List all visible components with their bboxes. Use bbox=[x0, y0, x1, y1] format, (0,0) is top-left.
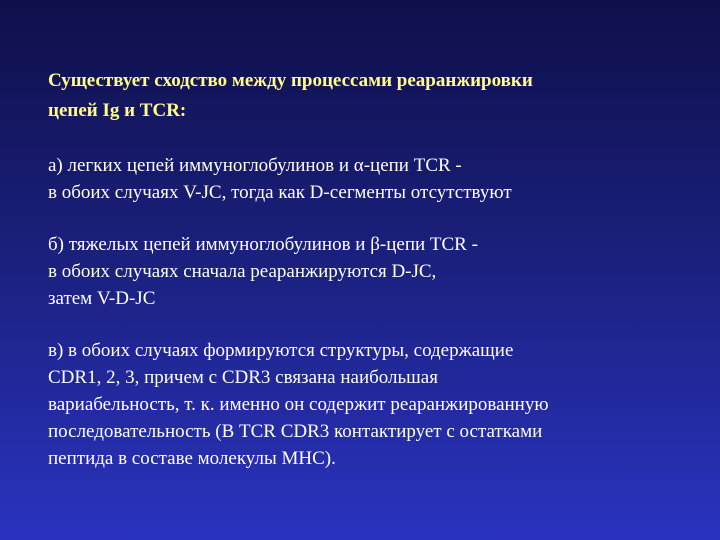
section-b-line-2: в обоих случаях сначала реаранжируются D-JC, bbox=[48, 261, 437, 282]
slide-heading bbox=[48, 66, 708, 126]
section-a bbox=[48, 152, 708, 206]
section-b-line-1: б) тяжелых цепей иммуноглобулинов и β-цепи TCR - bbox=[48, 234, 478, 255]
section-c-line-1: в) в обоих случаях формируются структуры, содержащие bbox=[48, 340, 514, 361]
spacer bbox=[48, 126, 708, 152]
section-c-line-5: пептида в составе молекулы MHC). bbox=[48, 448, 336, 469]
section-b bbox=[48, 231, 708, 312]
section-c bbox=[48, 337, 708, 472]
heading-line-2: цепей Ig и TCR: bbox=[48, 100, 187, 121]
section-a-line-2: в обоих случаях V-JC, тогда как D-сегменты отсутствуют bbox=[48, 182, 512, 203]
section-c-line-2: CDR1, 2, 3, причем с CDR3 связана наибольшая bbox=[48, 367, 438, 388]
heading-line-1: Существует сходство между процессами реаранжировки bbox=[48, 70, 533, 91]
section-c-line-4: последовательность (В TCR CDR3 контактирует с остатками bbox=[48, 421, 543, 442]
section-a-line-1: а) легких цепей иммуноглобулинов и α-цепи TCR - bbox=[48, 155, 462, 176]
spacer bbox=[48, 206, 708, 231]
section-b-line-3: затем V-D-JC bbox=[48, 288, 156, 309]
section-c-line-3: вариабельность, т. к. именно он содержит реаранжированную bbox=[48, 394, 549, 415]
spacer bbox=[48, 312, 708, 337]
slide-content bbox=[48, 66, 708, 472]
